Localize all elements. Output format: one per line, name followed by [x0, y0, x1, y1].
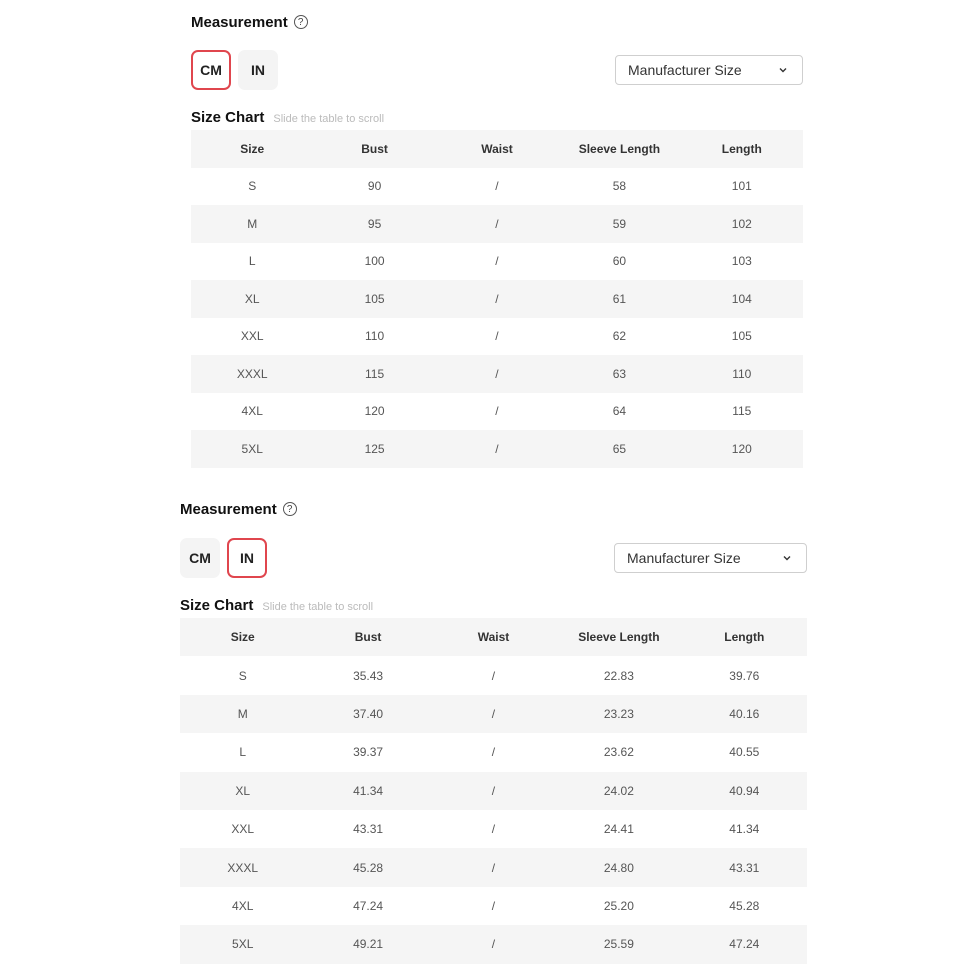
- size-chart-header: [191, 109, 803, 129]
- table-cell: 120: [364, 404, 385, 419]
- table-cell: 23.62: [603, 745, 634, 760]
- measurement-label: Measurement: [191, 13, 288, 31]
- table-row: [180, 695, 807, 733]
- table-cell: XXXL: [180, 848, 305, 886]
- table-row: [180, 887, 807, 925]
- table-cell: /: [495, 404, 499, 419]
- table-row: [191, 318, 803, 356]
- table-cell: 23.23: [556, 695, 681, 733]
- table-cell: /: [431, 772, 556, 810]
- table-cell: /: [436, 355, 558, 393]
- unit-cm-button[interactable]: CM: [191, 50, 231, 90]
- table-cell: 65: [558, 430, 680, 468]
- column-header: Sleeve Length: [556, 618, 681, 656]
- table-cell: 4XL: [232, 898, 254, 913]
- column-header: Sleeve Length: [558, 130, 680, 168]
- table-cell: 35.43: [353, 668, 384, 683]
- measurement-panel-cm: [191, 0, 803, 468]
- table-cell: /: [436, 205, 558, 243]
- column-header: Waist: [436, 130, 558, 168]
- column-header: Size: [191, 130, 313, 168]
- measurement-title: [191, 13, 803, 31]
- table-cell: 5XL: [180, 925, 305, 963]
- table-cell: 64: [612, 404, 627, 419]
- column-header: Bust: [313, 130, 435, 168]
- size-type-dropdown-value: Manufacturer Size: [628, 62, 742, 78]
- table-cell: /: [495, 179, 499, 194]
- column-header: Length: [682, 618, 807, 656]
- table-cell: /: [495, 329, 499, 344]
- table-cell: 49.21: [305, 925, 430, 963]
- table-cell: /: [436, 430, 558, 468]
- table-cell: M: [180, 695, 305, 733]
- table-row: [180, 810, 807, 848]
- table-row: [191, 243, 803, 281]
- table-header-row: [191, 130, 803, 168]
- size-chart-table[interactable]: [180, 618, 807, 964]
- table-cell: 115: [313, 355, 435, 393]
- column-header: Size: [180, 618, 305, 656]
- table-cell: 59: [558, 205, 680, 243]
- table-cell: M: [191, 205, 313, 243]
- table-cell: 41.34: [305, 772, 430, 810]
- table-cell: 45.28: [729, 898, 760, 913]
- table-cell: 115: [732, 404, 752, 419]
- table-cell: 39.37: [353, 745, 384, 760]
- table-cell: XL: [180, 772, 305, 810]
- unit-in-button[interactable]: IN: [227, 538, 267, 578]
- table-cell: 105: [313, 280, 435, 318]
- table-row: [191, 168, 803, 206]
- table-cell: 125: [313, 430, 435, 468]
- table-cell: 104: [681, 280, 803, 318]
- table-cell: 95: [313, 205, 435, 243]
- size-chart-title: Size Chart: [180, 597, 254, 614]
- size-chart-title: Size Chart: [191, 109, 265, 126]
- table-cell: 90: [367, 179, 382, 194]
- table-cell: 43.31: [353, 822, 384, 837]
- table-cell: 24.02: [556, 772, 681, 810]
- size-chart-table[interactable]: [191, 130, 803, 468]
- table-cell: S: [248, 179, 257, 194]
- table-body: [191, 168, 803, 468]
- column-header: Bust: [305, 618, 430, 656]
- table-cell: 58: [612, 179, 627, 194]
- table-row: [180, 733, 807, 771]
- table-cell: /: [431, 925, 556, 963]
- table-cell: 47.24: [682, 925, 807, 963]
- measurement-label: Measurement: [180, 500, 277, 518]
- table-cell: 37.40: [305, 695, 430, 733]
- table-cell: /: [431, 848, 556, 886]
- table-row: [180, 656, 807, 694]
- table-cell: XXL: [240, 329, 264, 344]
- size-chart-header: [180, 597, 807, 617]
- table-cell: 47.24: [353, 898, 384, 913]
- table-cell: 24.80: [556, 848, 681, 886]
- table-cell: /: [491, 898, 496, 913]
- table-cell: 110: [365, 329, 385, 344]
- table-cell: 22.83: [603, 668, 634, 683]
- table-cell: L: [239, 745, 247, 760]
- table-cell: 63: [558, 355, 680, 393]
- unit-controls: [191, 50, 803, 90]
- table-cell: 43.31: [682, 848, 807, 886]
- table-cell: /: [495, 254, 499, 269]
- table-cell: 5XL: [191, 430, 313, 468]
- unit-cm-button[interactable]: CM: [180, 538, 220, 578]
- table-cell: 40.94: [682, 772, 807, 810]
- table-cell: 110: [681, 355, 803, 393]
- table-cell: XXXL: [191, 355, 313, 393]
- table-cell: S: [238, 668, 247, 683]
- table-cell: 41.34: [729, 822, 760, 837]
- column-header: Waist: [431, 618, 556, 656]
- table-cell: 100: [364, 254, 385, 269]
- help-circle-icon[interactable]: ?: [294, 15, 308, 29]
- measurement-title: [180, 500, 807, 518]
- table-cell: 25.20: [603, 898, 634, 913]
- table-cell: 102: [681, 205, 803, 243]
- table-cell: L: [248, 254, 256, 269]
- table-cell: /: [491, 745, 496, 760]
- size-type-dropdown-value: Manufacturer Size: [627, 550, 741, 566]
- table-cell: XXL: [231, 822, 255, 837]
- scroll-hint: Slide the table to scroll: [273, 113, 385, 125]
- size-type-dropdown[interactable]: [615, 55, 803, 85]
- table-cell: 40.55: [729, 745, 760, 760]
- table-cell: 103: [731, 254, 752, 269]
- table-row: [180, 925, 807, 963]
- unit-controls: [180, 538, 807, 578]
- column-header: Length: [681, 130, 803, 168]
- table-cell: /: [436, 280, 558, 318]
- table-cell: 25.59: [556, 925, 681, 963]
- unit-in-button[interactable]: IN: [238, 50, 278, 90]
- table-cell: XL: [191, 280, 313, 318]
- table-row: [180, 772, 807, 810]
- table-cell: /: [491, 668, 496, 683]
- chevron-down-icon: [778, 65, 788, 75]
- table-header-row: [180, 618, 807, 656]
- table-row: [191, 430, 803, 468]
- size-type-dropdown[interactable]: [614, 543, 807, 573]
- table-row: [191, 355, 803, 393]
- table-cell: /: [491, 822, 496, 837]
- table-cell: 61: [558, 280, 680, 318]
- table-cell: 24.41: [603, 822, 634, 837]
- table-body: [180, 656, 807, 963]
- table-cell: 4XL: [241, 404, 263, 419]
- table-row: [191, 280, 803, 318]
- table-row: [191, 205, 803, 243]
- table-cell: 40.16: [682, 695, 807, 733]
- table-cell: 60: [612, 254, 627, 269]
- table-row: [191, 393, 803, 431]
- table-cell: 45.28: [305, 848, 430, 886]
- table-row: [180, 848, 807, 886]
- scroll-hint: Slide the table to scroll: [262, 601, 374, 613]
- chevron-down-icon: [782, 553, 792, 563]
- table-cell: 101: [731, 179, 752, 194]
- table-cell: /: [431, 695, 556, 733]
- table-cell: 39.76: [729, 668, 760, 683]
- table-cell: 62: [612, 329, 627, 344]
- help-circle-icon[interactable]: ?: [283, 502, 297, 516]
- table-cell: 120: [681, 430, 803, 468]
- measurement-panel-in: [180, 490, 807, 964]
- table-cell: 105: [731, 329, 752, 344]
